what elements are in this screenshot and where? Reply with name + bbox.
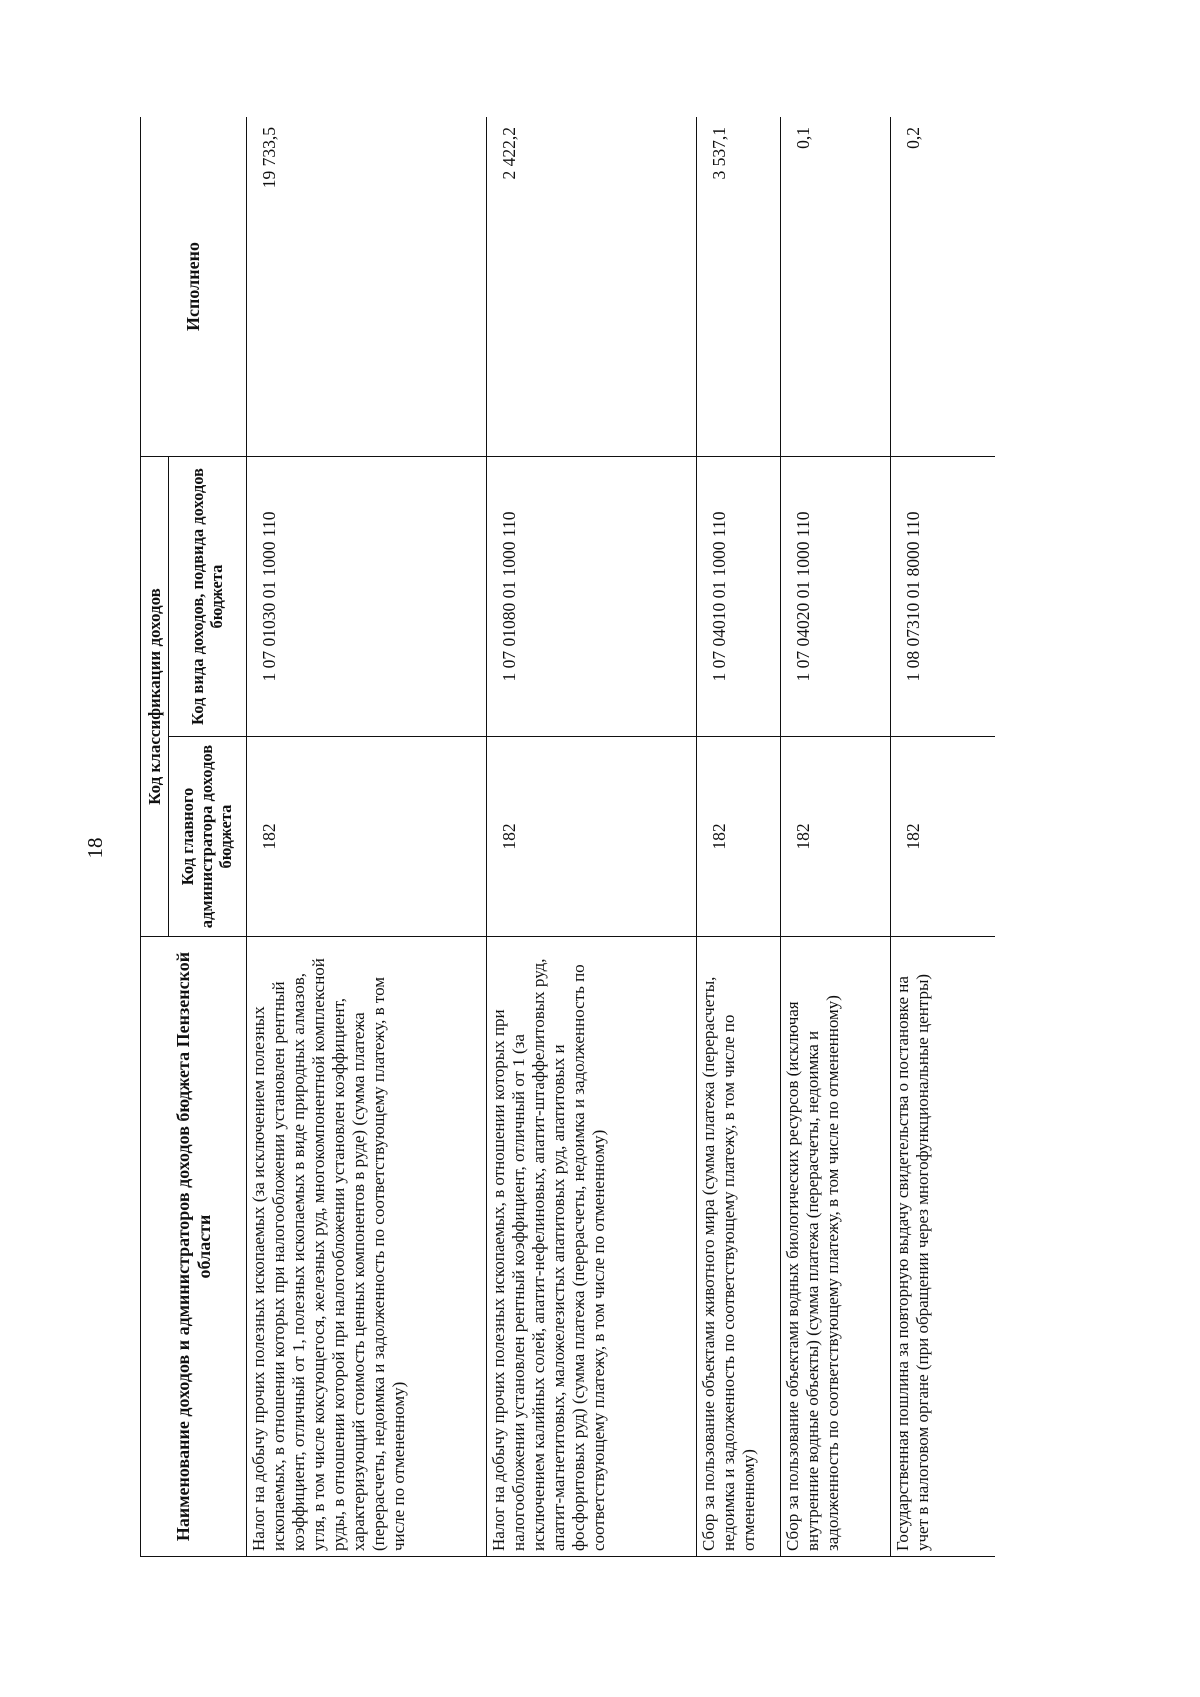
row-admin-code: 182 (697, 737, 781, 937)
header-admin-code: Код главного администратора доходов бюджета (169, 737, 247, 937)
row-name: Сбор за пользование объектами водных биологических ресурсов (исключая внутренние водные объекты) (сумма платежа (перерасчеты, недоимка и задолженность по соответствующему платежу, в том числе по отмененному) (781, 937, 891, 1557)
row-kind-code: 1 07 01080 01 1000 110 (487, 457, 697, 737)
table-row (487, 117, 697, 1557)
header-name: Наименование доходов и администраторов доходов бюджета Пензенской области (141, 937, 247, 1557)
row-executed: 19 733,5 (247, 117, 487, 457)
row-executed: 3 537,1 (697, 117, 781, 457)
page-number: 18 (83, 837, 107, 859)
row-name: Государственная пошлина за повторную выдачу свидетельства о постановке на учет в налоговом органе (при обращении через многофункциональные центры) (891, 937, 996, 1557)
table-row (247, 117, 487, 1557)
header-row-top (141, 117, 169, 1557)
header-executed: Исполнено (141, 117, 247, 457)
rotated-table-frame (140, 117, 995, 1557)
header-kind-code: Код вида доходов, подвида доходов бюджета (169, 457, 247, 737)
row-name: Сбор за пользование объектами животного мира (сумма платежа (перерасчеты, недоимка и задолженность по соответствующему платежу, в том числе по отмененному) (697, 937, 781, 1557)
row-executed: 0,1 (781, 117, 891, 457)
row-admin-code: 182 (247, 737, 487, 937)
row-kind-code: 1 08 07310 01 8000 110 (891, 457, 996, 737)
row-name: Налог на добычу прочих полезных ископаемых (за исключением полезных ископаемых, в отношении которых при налогообложении установлен рентный коэффициент, отличный от 1, полезных ископаемых в виде природных алмазов, угля, в том числе коксующегося, железных руд, многокомпонентной комплексной руды, в отношении которой при налогообложении установлен коэффициент, характеризующий стоимость ценных компонентов в руде) (сумма платежа (перерасчеты, недоимка и задолженность по соответствующему платежу, в том числе по отмененному) (247, 937, 487, 1557)
rotated-table-sheet (140, 117, 995, 1557)
row-admin-code: 182 (891, 737, 996, 937)
table-row (697, 117, 781, 1557)
row-name: Налог на добычу прочих полезных ископаемых, в отношении которых при налогообложении установлен рентный коэффициент, отличный от 1 (за исключением калийных солей, апатит-нефелиновых, апатит-штаффелитовых руд, апатит-магнетитовых, маложелезистых апатитовых руд, апатитовых и фосфоритовых руд) (сумма платежа (перерасчеты, недоимка и задолженность по соответствующему платежу, в том числе по отмененному) (487, 937, 697, 1557)
row-admin-code: 182 (781, 737, 891, 937)
row-admin-code: 182 (487, 737, 697, 937)
table-row (781, 117, 891, 1557)
row-kind-code: 1 07 01030 01 1000 110 (247, 457, 487, 737)
revenue-table (140, 117, 995, 1557)
row-executed: 0,2 (891, 117, 996, 457)
table-row (891, 117, 996, 1557)
row-kind-code: 1 07 04010 01 1000 110 (697, 457, 781, 737)
row-executed: 2 422,2 (487, 117, 697, 457)
row-kind-code: 1 07 04020 01 1000 110 (781, 457, 891, 737)
header-classification-group: Код классификации доходов (141, 457, 169, 937)
